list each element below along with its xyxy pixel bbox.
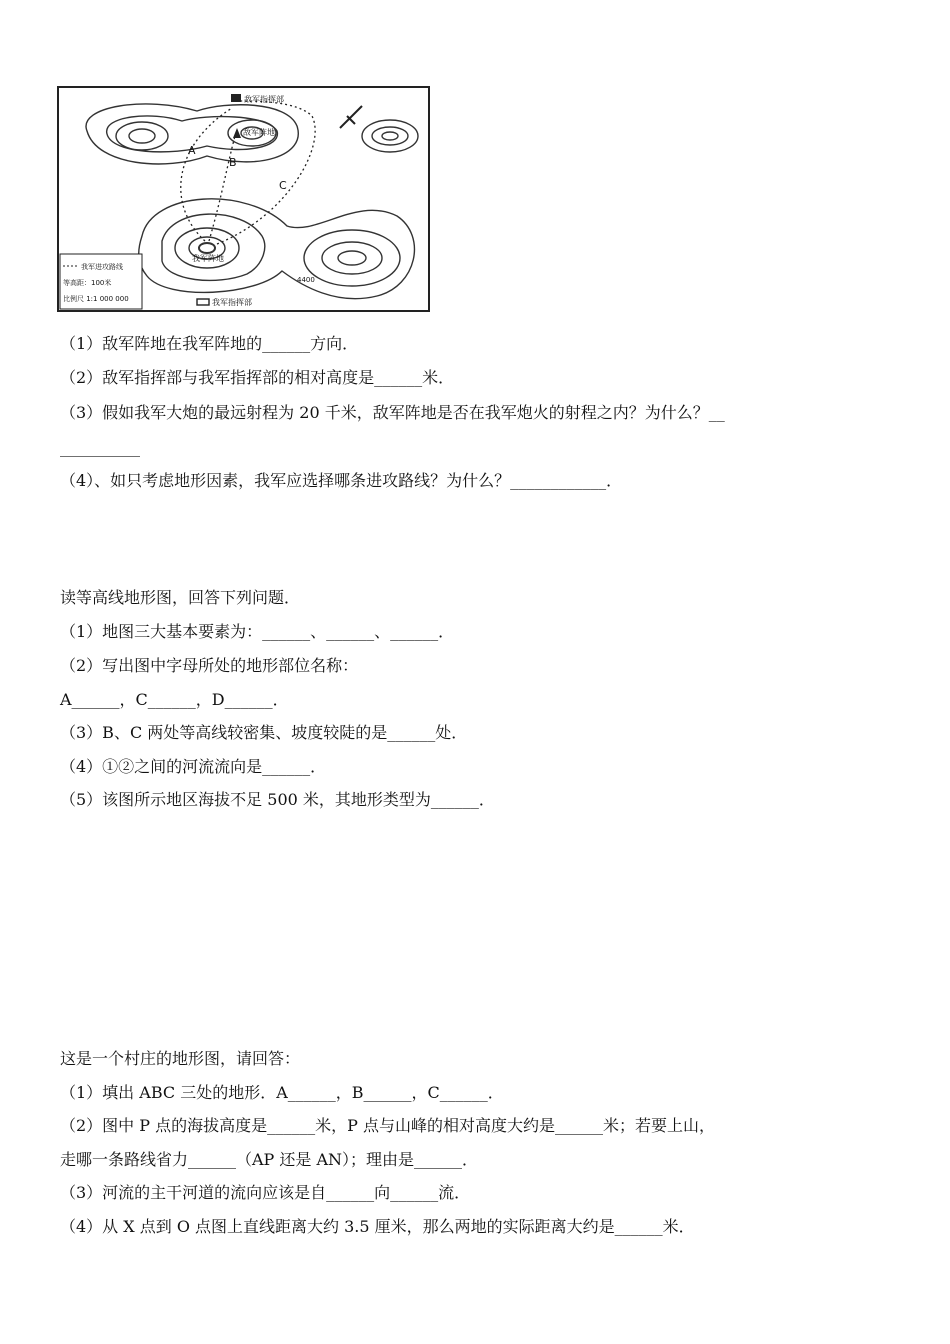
legend-scale: 比例尺 1:1 000 000 [63, 295, 129, 303]
route-a-label: A [188, 144, 196, 157]
our-position-label: 我军阵地 [192, 254, 224, 263]
route-c-label: C [279, 179, 287, 192]
s2-question-1: （1）地图三大基本要素为：______、______、______． [60, 622, 455, 641]
contour-map-figure [57, 86, 430, 312]
s1-question-3: （3）假如我军大炮的最远射程为 20 千米，敌军阵地是否在我军炮火的射程之内？为什么？__ [60, 403, 725, 422]
s2-question-3: （3）B、C 两处等高线较密集、坡度较陡的是______处． [60, 723, 468, 742]
s1-question-1: （1）敌军阵地在我军阵地的______方向． [60, 334, 359, 353]
legend-interval: 等高距：100米 [63, 279, 112, 287]
s3-question-1: （1）填出 ABC 三处的地形．A______，B______，C______． [60, 1083, 504, 1102]
enemy-hq-flag-icon [231, 94, 241, 102]
our-hq-label: 我军指挥部 [212, 298, 252, 307]
s3-intro: 这是一个村庄的地形图，请回答： [60, 1049, 301, 1068]
s2-question-2: （2）写出图中字母所处的地形部位名称： [60, 656, 359, 675]
s1-question-4: （4）、如只考虑地形因素，我军应选择哪条进攻路线？为什么？____________． [60, 471, 623, 490]
map-legend [60, 254, 142, 309]
enemy-hq-label: 敌军指挥部 [244, 95, 284, 104]
elevation-label: 4400 [297, 276, 315, 284]
s2-question-4: （4）①②之间的河流流向是______． [60, 757, 327, 776]
s3-question-2: （2）图中 P 点的海拔高度是______米，P 点与山峰的相对高度大约是______米；若要上山， [60, 1116, 715, 1135]
legend-route: 我军进攻路线 [81, 263, 123, 271]
s1-question-3-cont: __________ [60, 438, 140, 457]
s3-question-4: （4）从 X 点到 O 点图上直线距离大约 3.5 厘米，那么两地的实际距离大约是______米． [60, 1217, 695, 1236]
s1-question-2: （2）敌军指挥部与我军指挥部的相对高度是______米． [60, 368, 455, 387]
s2-intro: 读等高线地形图，回答下列问题． [60, 588, 301, 607]
route-b-label: B [229, 156, 237, 169]
s3-question-2-cont: 走哪一条路线省力______（AP 还是 AN）；理由是______． [60, 1150, 479, 1169]
s2-question-2-answers: A______，C______，D______． [60, 690, 289, 709]
s3-question-3: （3）河流的主干河道的流向应该是自______向______流． [60, 1183, 471, 1202]
enemy-position-label: 敌军阵地 [243, 128, 275, 137]
s2-question-5: （5）该图所示地区海拔不足 500 米，其地形类型为______． [60, 790, 495, 809]
